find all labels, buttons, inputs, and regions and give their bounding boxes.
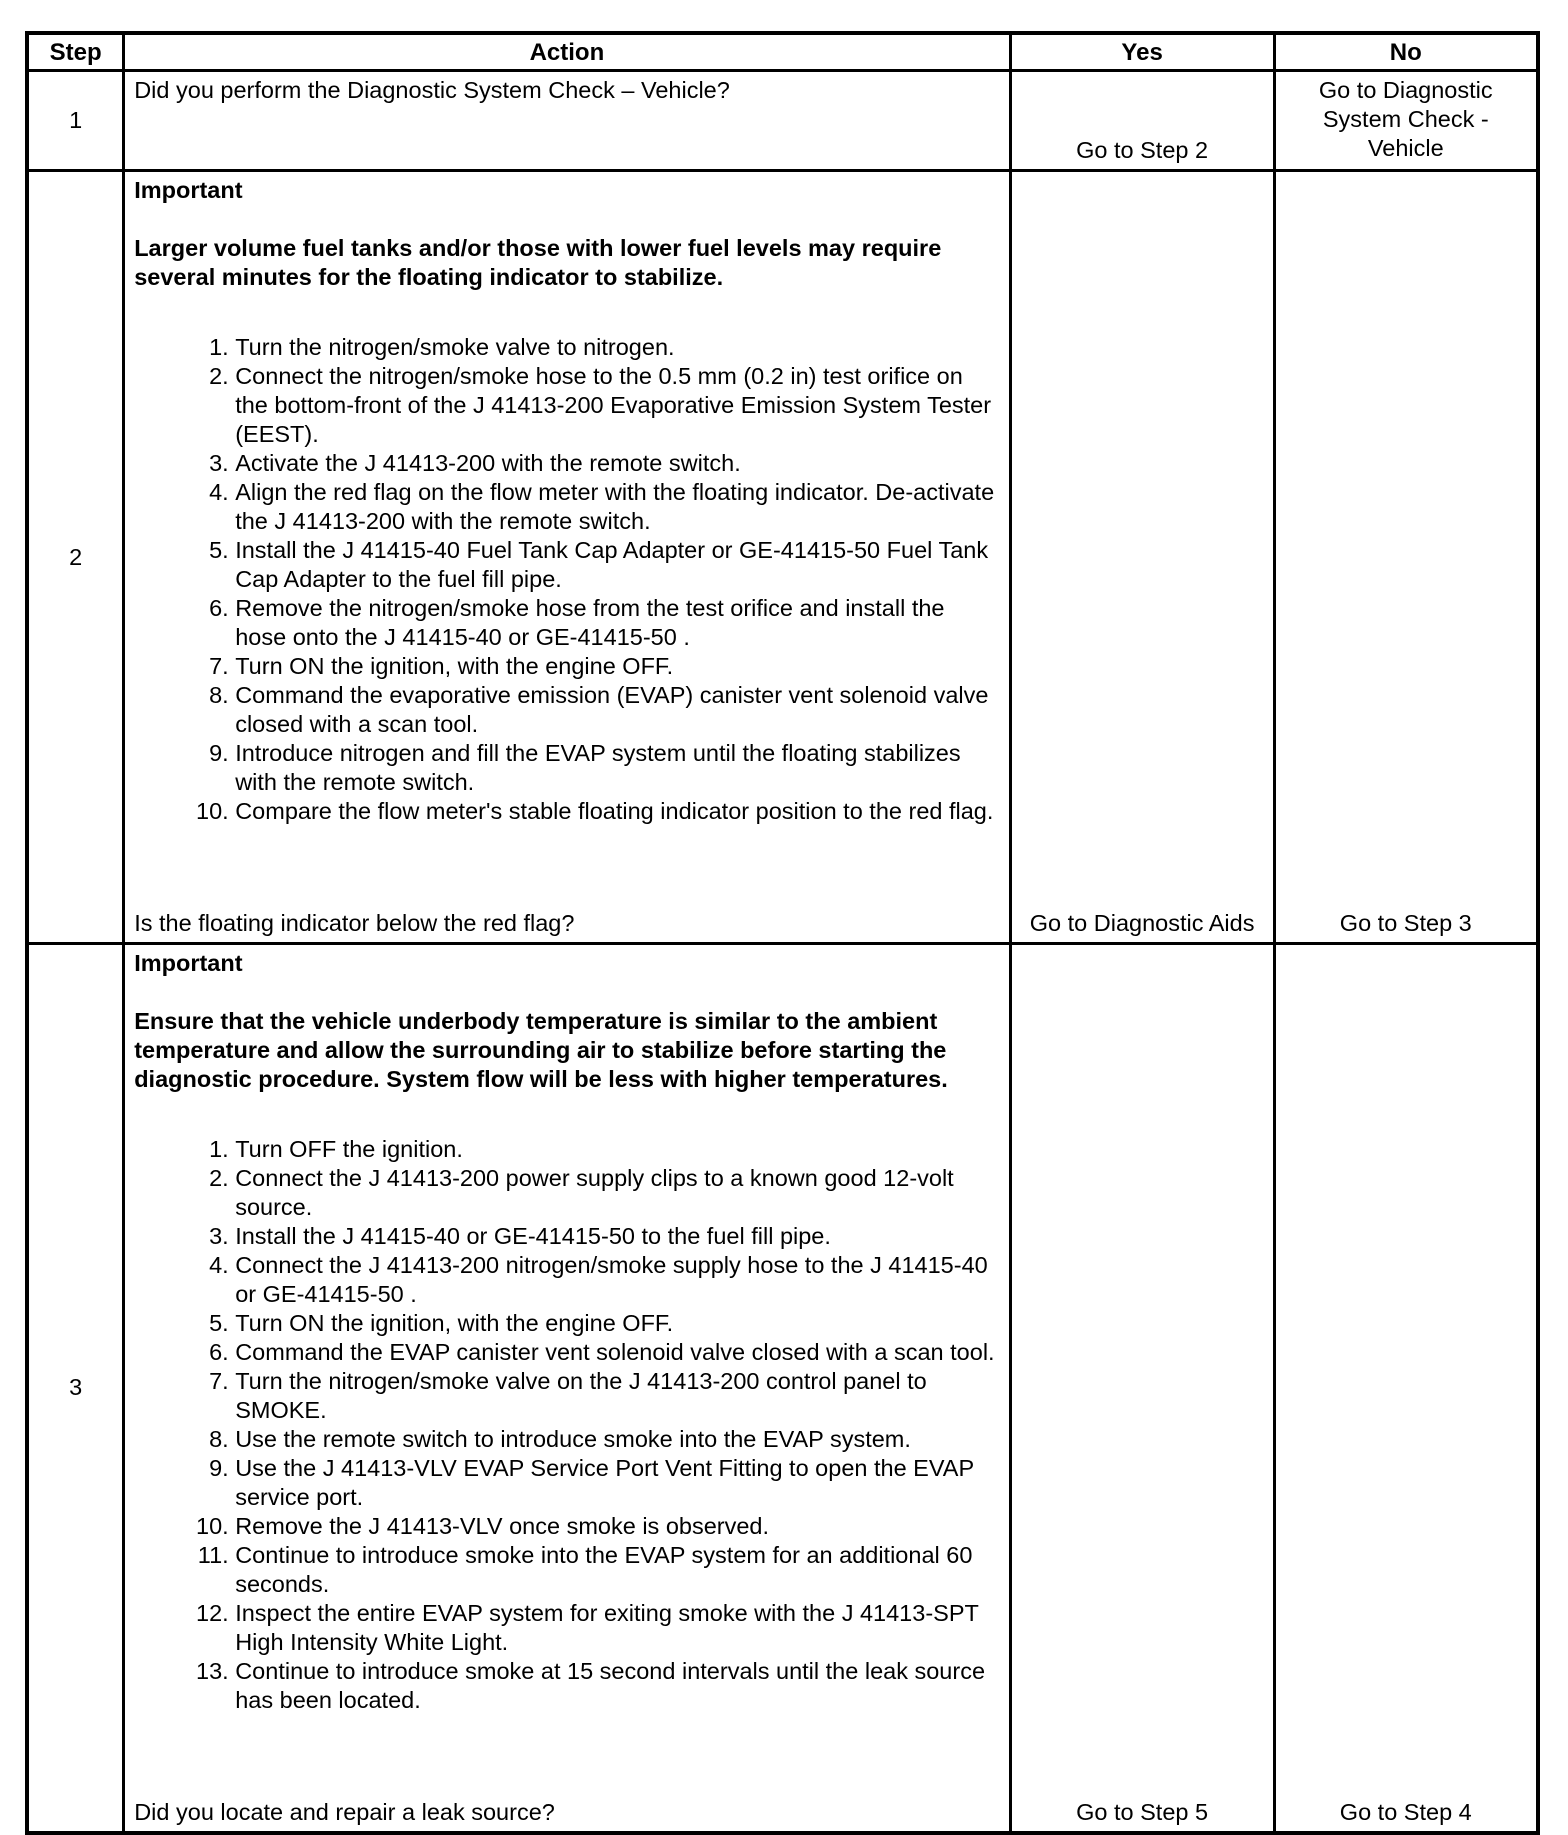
header-yes: Yes [1010, 33, 1274, 71]
list-item: 2. Connect the nitrogen/smoke hose to the 0.5 mm (0.2 in) test orifice on the bottom-front of the J 41413-200 Evaporative Emission System Tester (EEST). [235, 362, 1000, 449]
list-item: 2. Connect the J 41413-200 power supply clips to a known good 12-volt source. [235, 1164, 1000, 1222]
header-action: Action [124, 33, 1010, 71]
yes-cell [1010, 944, 1274, 1833]
list-item: 5. Turn ON the ignition, with the engine OFF. [235, 1309, 1000, 1338]
no-result: Go to Step 3 [1339, 910, 1472, 936]
list-item: 10. Remove the J 41413-VLV once smoke is observed. [235, 1512, 1000, 1541]
yes-result: Go to Step 2 [1076, 137, 1209, 163]
list-item: 6. Command the EVAP canister vent solenoid valve closed with a scan tool. [235, 1338, 1000, 1367]
step-question: Did you perform the Diagnostic System Check – Vehicle? [134, 77, 730, 103]
step-number: 2 [27, 171, 124, 944]
list-item: 10. Compare the flow meter's stable floating indicator position to the red flag. [235, 797, 1000, 826]
no-result: Go to Step 4 [1339, 1798, 1472, 1825]
action-cell [124, 171, 1010, 944]
list-item: 8. Command the evaporative emission (EVAP) canister vent solenoid valve closed with a scan tool. [235, 681, 1000, 739]
table-row-step-2 [27, 171, 1538, 944]
no-cell [1274, 944, 1538, 1833]
list-item: 3. Install the J 41415-40 or GE-41415-50 to the fuel fill pipe. [235, 1222, 1000, 1251]
diagnostic-table [25, 31, 1540, 1835]
no-result: Go to Diagnostic System Check - Vehicle [1274, 71, 1538, 171]
action-cell [124, 944, 1010, 1833]
step-number: 1 [27, 71, 124, 171]
list-item: 6. Remove the nitrogen/smoke hose from the test orifice and install the hose onto the J 41415-40 or GE-41415-50 . [235, 594, 1000, 652]
table-row-step-3 [27, 944, 1538, 1833]
no-cell [1274, 171, 1538, 944]
step-number: 3 [27, 944, 124, 1833]
table-row-step-1 [27, 71, 1538, 171]
procedure-list [134, 1135, 1000, 1715]
list-item: 7. Turn the nitrogen/smoke valve on the J 41413-200 control panel to SMOKE. [235, 1367, 1000, 1425]
procedure-list [134, 333, 1000, 826]
list-item: 1. Turn OFF the ignition. [235, 1135, 1000, 1164]
list-item: 5. Install the J 41415-40 Fuel Tank Cap Adapter or GE-41415-50 Fuel Tank Cap Adapter to the fuel fill pipe. [235, 536, 1000, 594]
list-item: 9. Introduce nitrogen and fill the EVAP system until the floating stabilizes with the remote switch. [235, 739, 1000, 797]
step-question: Did you locate and repair a leak source? [134, 1798, 555, 1825]
list-item: 7. Turn ON the ignition, with the engine OFF. [235, 652, 1000, 681]
yes-result: Go to Step 5 [1076, 1798, 1209, 1825]
list-item: 1. Turn the nitrogen/smoke valve to nitrogen. [235, 333, 1000, 362]
list-item: 4. Align the red flag on the flow meter with the floating indicator. De-activate the J 41413-200 with the remote switch. [235, 478, 1000, 536]
list-item: 3. Activate the J 41413-200 with the remote switch. [235, 449, 1000, 478]
list-item: 4. Connect the J 41413-200 nitrogen/smoke supply hose to the J 41415-40 or GE-41415-50 . [235, 1251, 1000, 1309]
header-no: No [1274, 33, 1538, 71]
list-item: 13. Continue to introduce smoke at 15 second intervals until the leak source has been located. [235, 1657, 1000, 1715]
list-item: 8. Use the remote switch to introduce smoke into the EVAP system. [235, 1425, 1000, 1454]
important-note: Larger volume fuel tanks and/or those with lower fuel levels may require several minutes for the floating indicator to stabilize. [134, 235, 942, 290]
header-step: Step [27, 33, 124, 71]
important-label: Important [134, 177, 243, 203]
header-row [27, 33, 1538, 71]
yes-cell [1010, 71, 1274, 171]
list-item: 9. Use the J 41413-VLV EVAP Service Port Vent Fitting to open the EVAP service port. [235, 1454, 1000, 1512]
list-item: 11. Continue to introduce smoke into the EVAP system for an additional 60 seconds. [235, 1541, 1000, 1599]
important-note: Ensure that the vehicle underbody temperature is similar to the ambient temperature and allow the surrounding air to stabilize before starting the diagnostic procedure. System flow will be less with higher temperatures. [134, 1008, 948, 1092]
step-question: Is the floating indicator below the red flag? [134, 910, 575, 936]
yes-cell [1010, 171, 1274, 944]
important-label: Important [134, 950, 243, 976]
action-cell [124, 71, 1010, 171]
yes-result: Go to Diagnostic Aids [1029, 910, 1255, 936]
list-item: 12. Inspect the entire EVAP system for exiting smoke with the J 41413-SPT High Intensity White Light. [235, 1599, 1000, 1657]
